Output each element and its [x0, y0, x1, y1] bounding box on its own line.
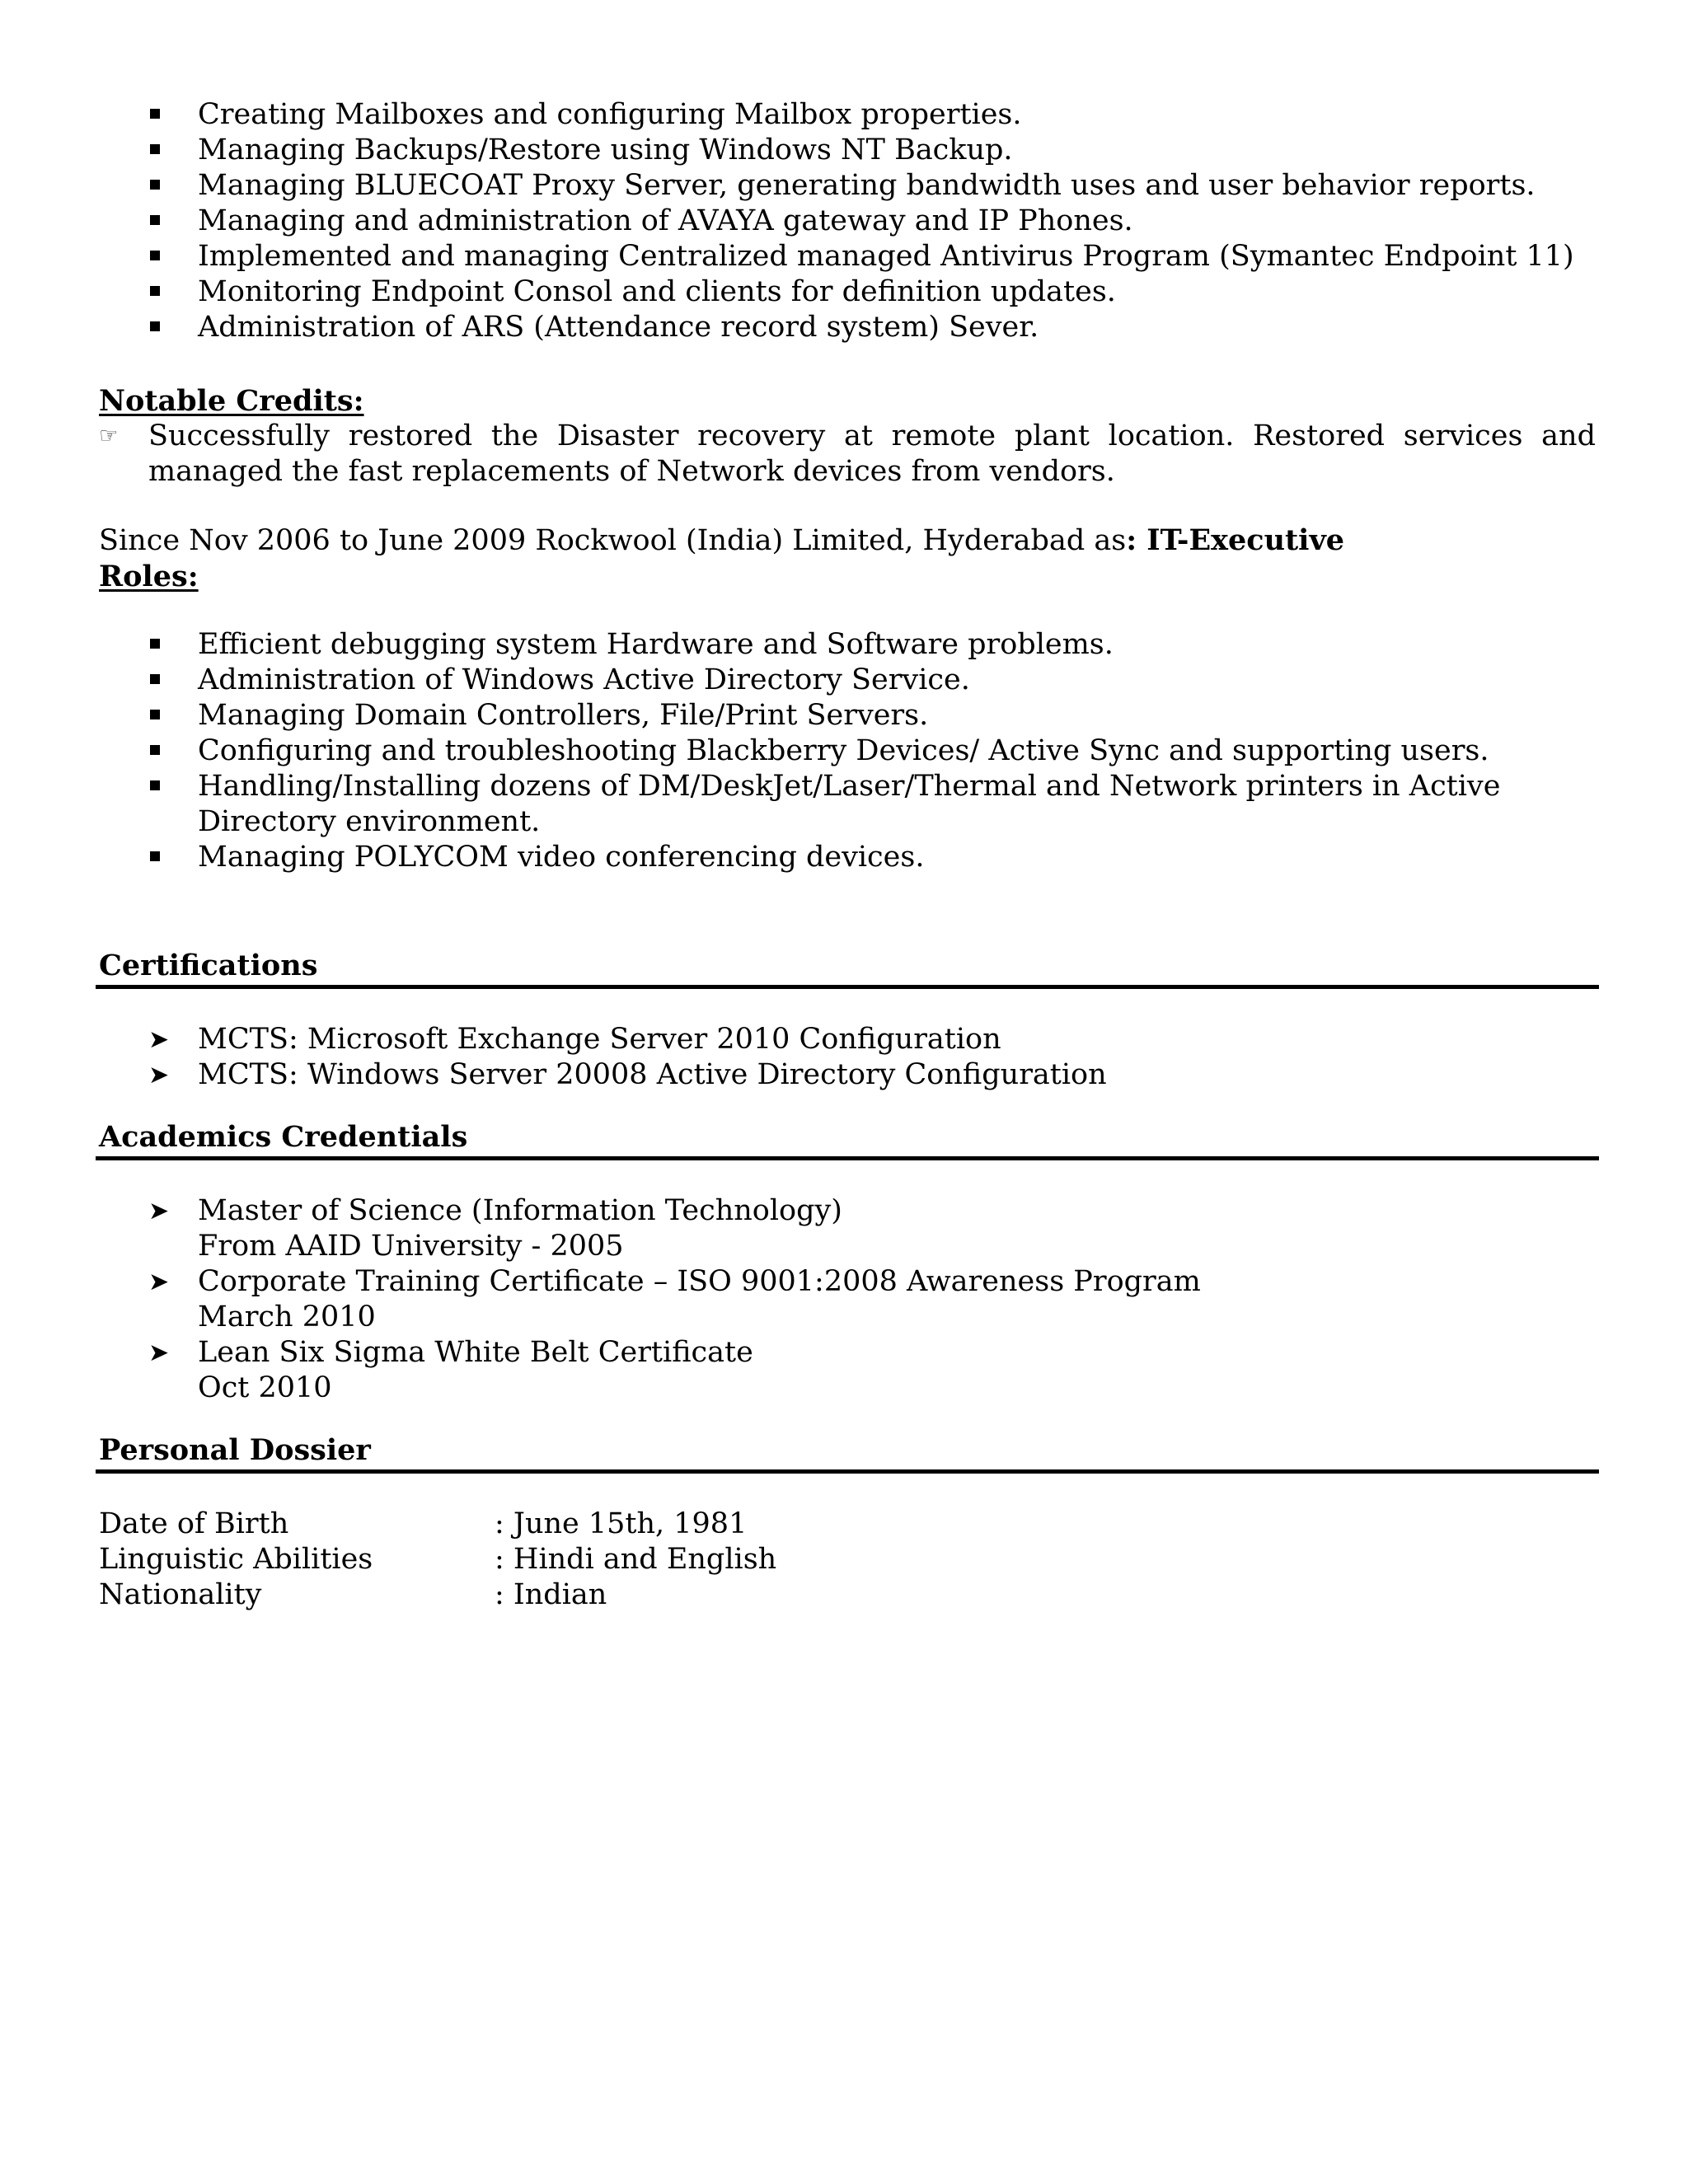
notable-credits-heading: Notable Credits:: [99, 384, 364, 418]
academic-detail: March 2010: [198, 1301, 376, 1333]
dossier-label: Linguistic Abilities: [99, 1543, 373, 1576]
dossier-value: : Indian: [495, 1578, 607, 1611]
list-item: ➤ MCTS: Windows Server 20008 Active Directory Configuration: [99, 1057, 1596, 1093]
list-item: Administration of Windows Active Directory Service.: [99, 663, 1596, 698]
dossier-row: [99, 1542, 1596, 1577]
roles-heading: Roles:: [99, 560, 199, 593]
dossier-value: : June 15th, 1981: [495, 1507, 748, 1540]
list-item: [99, 1264, 1596, 1335]
job-line: [99, 523, 1596, 559]
certifications-list: [99, 1022, 1596, 1093]
list-item: Configuring and troubleshooting Blackberry Devices/ Active Sync and supporting users.: [99, 733, 1596, 769]
list-item: Administration of ARS (Attendance record system) Sever.: [99, 310, 1596, 345]
personal-dossier-heading: Personal Dossier: [96, 1432, 1599, 1474]
job-period-company: Since Nov 2006 to June 2009 Rockwool (India) Limited, Hyderabad as: [99, 524, 1127, 557]
academic-detail: Oct 2010: [198, 1371, 332, 1404]
list-item: Managing BLUECOAT Proxy Server, generating bandwidth uses and user behavior reports.: [99, 168, 1596, 204]
personal-dossier-table: [99, 1507, 1596, 1613]
roles-list: [99, 627, 1596, 875]
duties-list: [99, 97, 1596, 345]
list-item: [99, 1335, 1596, 1406]
list-item: Efficient debugging system Hardware and Software problems.: [99, 627, 1596, 663]
notable-credit-item: [99, 419, 1596, 490]
dossier-label: Date of Birth: [99, 1507, 289, 1540]
list-item: ➤ MCTS: Microsoft Exchange Server 2010 Configuration: [99, 1022, 1596, 1057]
academic-title: ➤ Master of Science (Information Technology): [198, 1194, 842, 1227]
list-item: Handling/Installing dozens of DM/DeskJet/Laser/Thermal and Network printers in Active Directory environment.: [99, 769, 1596, 840]
academic-title: ➤ Lean Six Sigma White Belt Certificate: [198, 1336, 753, 1369]
list-item: [99, 1193, 1596, 1264]
dossier-label: Nationality: [99, 1578, 262, 1611]
list-item: Implemented and managing Centralized managed Antivirus Program (Symantec Endpoint 11): [99, 239, 1596, 274]
academic-detail: From AAID University - 2005: [198, 1230, 624, 1263]
list-item: Managing and administration of AVAYA gateway and IP Phones.: [99, 204, 1596, 239]
academic-title: ➤ Corporate Training Certificate – ISO 9001:2008 Awareness Program: [198, 1265, 1201, 1298]
pointing-hand-icon: ☞: [99, 424, 119, 448]
list-item: Creating Mailboxes and configuring Mailbox properties.: [99, 97, 1596, 133]
academics-list: [99, 1193, 1596, 1406]
dossier-value: : Hindi and English: [495, 1543, 777, 1576]
dossier-row: [99, 1577, 1596, 1613]
list-item: Managing POLYCOM video conferencing devices.: [99, 840, 1596, 875]
dossier-row: [99, 1507, 1596, 1542]
notable-credit-text: Successfully restored the Disaster recovery at remote plant location. Restored services and managed the fast replacements of Network devices from vendors.: [148, 419, 1596, 488]
academics-heading: Academics Credentials: [96, 1119, 1599, 1160]
certifications-heading: Certifications: [96, 948, 1599, 989]
job-title: : IT-Executive: [1126, 523, 1345, 557]
list-item: Managing Domain Controllers, File/Print Servers.: [99, 698, 1596, 733]
list-item: Monitoring Endpoint Consol and clients for definition updates.: [99, 274, 1596, 310]
list-item: Managing Backups/Restore using Windows NT Backup.: [99, 133, 1596, 168]
